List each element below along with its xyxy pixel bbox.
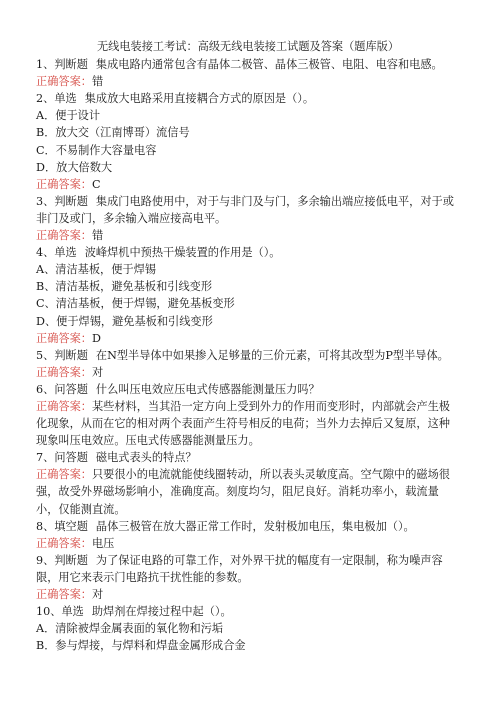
answer-label: 正确答案： [36, 177, 92, 191]
correct-answer [36, 586, 460, 603]
answer-value: 错 [91, 75, 104, 89]
question-type: 单选 [54, 92, 77, 106]
question-text: 集成门电路使用中，对于与非门及与门，多余输出端应接低电平，对于或非门及或门，多余输入端应接高电平。 [36, 194, 454, 225]
question-stem [36, 347, 460, 364]
question-type: 判断题 [54, 58, 88, 72]
answer-value: 某些材料，当其沿一定方向上受到外力的作用而变形时，内部就会产生极化现象，从而在它的相对两个表面产生符号相反的电荷；当外力去掉后又复原，这种现象叫压电效应。压电式传感器能测量压力。 [36, 399, 450, 448]
answer-value: 电压 [91, 536, 115, 550]
question-type: 判断题 [54, 348, 88, 362]
question-text: 为了保证电路的可靠工作，对外界干扰的幅度有一定限制，称为噪声容限，用它来表示门电路抗干扰性能的参数。 [36, 553, 443, 584]
question-type: 单选 [61, 605, 84, 619]
correct-answer [36, 176, 460, 193]
answer-label: 正确答案： [36, 229, 92, 243]
question-type: 问答题 [54, 451, 88, 465]
question-item [36, 518, 460, 552]
correct-answer [36, 466, 460, 517]
answer-label: 正确答案： [36, 365, 92, 379]
answer-value: C [91, 177, 101, 191]
question-stem [36, 518, 460, 535]
question-item [36, 56, 460, 90]
question-item [36, 449, 460, 517]
question-number: 1、 [36, 58, 55, 72]
question-stem [36, 449, 460, 466]
question-type: 判断题 [54, 553, 88, 567]
question-item [36, 90, 460, 193]
question-item [36, 381, 460, 449]
correct-answer [36, 330, 460, 347]
answer-option: D．放大倍数大 [36, 160, 113, 174]
question-stem [36, 90, 460, 107]
answer-value: 对 [91, 365, 104, 379]
question-text: 助焊剂在焊接过程中起（）。 [91, 605, 232, 619]
question-item [36, 552, 460, 603]
question-text: 磁电式表头的特点？ [95, 451, 197, 465]
document-title: 无线电装接工考试：高级无线电装接工试题及答案（题库版） [96, 40, 400, 53]
question-type: 问答题 [54, 382, 88, 396]
answer-label: 正确答案： [36, 75, 92, 89]
answer-label: 正确答案： [36, 536, 92, 550]
answer-label: 正确答案： [36, 399, 92, 413]
answer-option: C、清洁基板，便于焊锡，避免基板变形 [36, 297, 235, 311]
question-number: 4、 [36, 246, 55, 260]
question-text: 晶体三极管在放大器正常工作时，发射极加电压，集电极加（）。 [95, 519, 415, 533]
question-text: 集成电路内通常包含有晶体二极管、晶体三极管、电阻、电容和电感。 [95, 58, 443, 72]
question-text: 波峰焊机中预热干燥装置的作用是（）。 [84, 246, 281, 260]
question-list [36, 56, 460, 654]
question-item [36, 347, 460, 381]
answer-option: C．不易制作大容量电容 [36, 143, 157, 157]
answer-label: 正确答案： [36, 468, 92, 482]
correct-answer [36, 535, 460, 552]
question-stem [36, 244, 460, 261]
answer-option: A．便于设计 [36, 109, 101, 123]
question-stem [36, 193, 460, 227]
question-type: 单选 [54, 246, 77, 260]
question-stem [36, 56, 460, 73]
question-item [36, 603, 460, 654]
answer-option: A、清洁基板，便于焊锡 [36, 263, 156, 277]
answer-option: B．放大交（江南博哥）流信号 [36, 126, 190, 140]
answer-option: A．清除被焊金属表面的氧化物和污垢 [36, 622, 224, 636]
answer-value: D [91, 331, 101, 345]
answer-option: B、清洁基板，避免基板和引线变形 [36, 280, 213, 294]
question-item [36, 193, 460, 244]
question-text: 集成放大电路采用直接耦合方式的原因是（）。 [84, 92, 315, 106]
question-text: 在N型半导体中如果掺入足够量的三价元素，可将其改型为P型半导体。 [95, 348, 449, 362]
question-type: 填空题 [54, 519, 88, 533]
question-item [36, 244, 460, 347]
question-stem [36, 603, 460, 620]
answer-option: D、便于焊锡，避免基板和引线变形 [36, 314, 213, 328]
question-stem [36, 552, 460, 586]
correct-answer [36, 398, 460, 449]
question-text: 什么叫压电效应压电式传感器能测量压力吗？ [95, 382, 320, 396]
answer-value: 对 [91, 588, 104, 601]
question-number: 5、 [36, 348, 55, 362]
question-stem [36, 381, 460, 398]
question-number: 3、 [36, 194, 55, 208]
answer-option: B．参与焊接，与焊料和焊盘金属形成合金 [36, 639, 246, 653]
answer-value: 只要很小的电流就能使线圈转动，所以表头灵敏度高。空气隙中的磁场很强，故受外界磁场影响小，准确度高。刻度均匀，阻尼良好。消耗功率小，载流量小，仅能测直流。 [36, 468, 450, 516]
question-type: 判断题 [54, 194, 88, 208]
answer-label: 正确答案： [36, 331, 92, 345]
correct-answer [36, 364, 460, 381]
question-number: 9、 [36, 553, 55, 567]
correct-answer [36, 73, 460, 90]
question-number: 2、 [36, 92, 55, 106]
question-number: 7、 [36, 451, 55, 465]
question-number: 8、 [36, 519, 55, 533]
question-number: 10、 [36, 605, 62, 619]
answer-label: 正确答案： [36, 588, 92, 601]
question-number: 6、 [36, 382, 55, 396]
answer-value: 错 [91, 229, 104, 243]
correct-answer [36, 227, 460, 244]
